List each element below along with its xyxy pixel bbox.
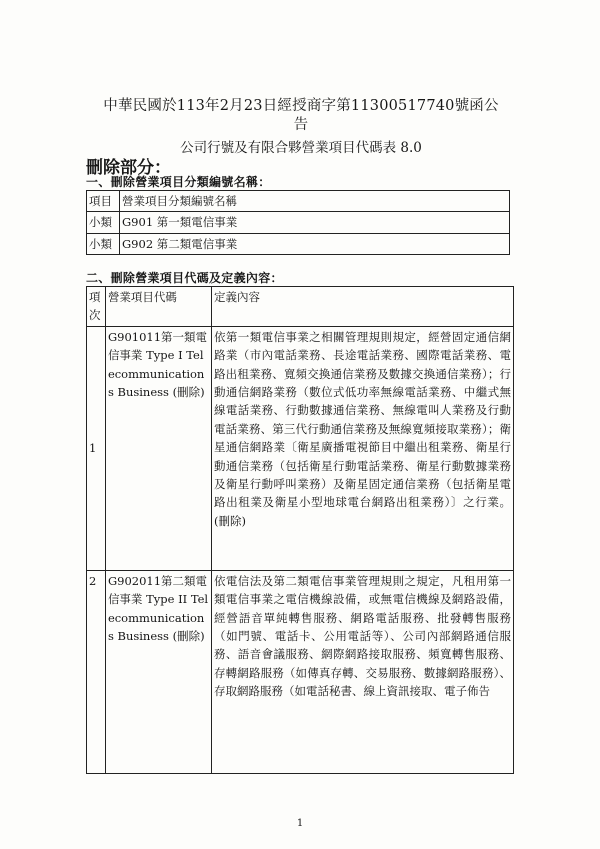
column-header-definition: 定義內容	[212, 287, 514, 327]
row-item: 小類	[87, 212, 120, 233]
row-name: G901 第一類電信事業	[120, 212, 510, 233]
column-header-code: 營業項目代碼	[105, 287, 211, 327]
row-number: 2	[87, 570, 106, 773]
row-definition: 依第一類電信事業之相關管理規則規定，經營固定通信網路業（市內電話業務、長途電話業務、國際電話業務、電路出租業務、寬頻交換通信業務及數據交換通信業務）；行動通信網路業務（數位式低功率無線電話業務、中繼式無線電話業務、行動數據通信業務、無線電叫人業務及行動電話業務、第三代行動通信業務及無線寬頻接取業務）；衛星通信網路業〔衛星廣播電視節目中繼出租業務、衛星行動通信業務（包括衛星行動電話業務、衛星行動數據業務及衛星行動呼叫業務）及衛星固定通信業務（包括衛星電路出租業及衛星小型地球電台網路出租業務）〕之行業。(刪除)	[212, 326, 514, 570]
column-header-num: 項次	[87, 287, 106, 327]
definition-table	[86, 286, 514, 774]
section-title: 刪除部分：	[86, 158, 171, 178]
table-row	[87, 326, 514, 570]
table-row	[87, 570, 514, 773]
row-name: G902 第二類電信事業	[120, 233, 510, 254]
row-number: 1	[87, 326, 106, 570]
table-row	[87, 212, 510, 233]
table-header-row	[87, 287, 514, 327]
row-item: 小類	[87, 233, 120, 254]
column-header-name: 營業項目分類編號名稱	[120, 191, 510, 212]
page-number: 1	[296, 818, 304, 829]
announcement-header-line1: 中華民國於113年2月23日經授商字第11300517740號函公	[103, 98, 499, 114]
table-row	[87, 233, 510, 254]
document-subtitle: 公司行號及有限合夥營業項目代碼表 8.0	[180, 140, 422, 156]
category-table	[86, 190, 510, 255]
announcement-header-line2: 告	[293, 117, 309, 133]
row-definition: 依電信法及第二類電信事業管理規則之規定，凡租用第一類電信事業之電信機線設備，或無電信機線及網路設備，經營語音單純轉售服務、網路電話服務、批發轉售服務（如門號、電話卡、公用電話等）、公司內部網路通信服務、語音會議服務、網際網路接取服務、頻寬轉售服務、存轉網路服務（如傳真存轉、交易服務、數據網路服務）、存取網路服務（如電話秘書、線上資訊接取、電子佈告	[212, 570, 514, 773]
column-header-item: 項目	[87, 191, 120, 212]
part1-heading: 一、刪除營業項目分類編號名稱：	[86, 175, 271, 189]
row-code: G902011第二類電信事業 Type II Telecommunications Business (刪除)	[105, 570, 211, 773]
row-code: G901011第一類電信事業 Type I Telecommunications Business (刪除)	[105, 326, 211, 570]
part2-heading: 二、刪除營業項目代碼及定義內容：	[86, 271, 283, 285]
table-header-row	[87, 191, 510, 212]
